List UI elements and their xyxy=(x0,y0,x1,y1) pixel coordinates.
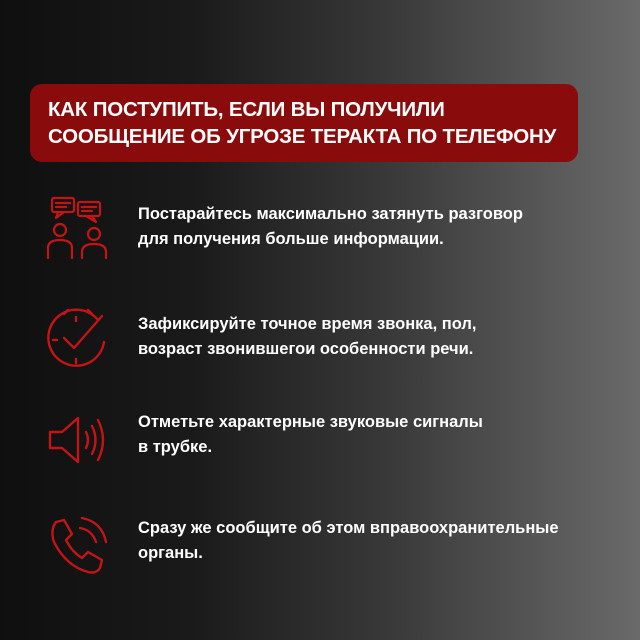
title-line-2: СООБЩЕНИЕ ОБ УГРОЗЕ ТЕРАКТА ПО ТЕЛЕФОНУ xyxy=(48,125,557,148)
title-banner xyxy=(30,84,578,162)
item-3-line-2: в трубке. xyxy=(138,438,213,456)
phone-ringing-icon xyxy=(42,510,114,582)
speaker-icon xyxy=(42,404,114,476)
item-4-line-2: органы. xyxy=(138,544,203,562)
item-1-line-1: Постарайтесь максимально затянуть разговор xyxy=(138,205,523,223)
clock-check-icon xyxy=(42,302,114,374)
conversation-icon xyxy=(42,192,114,264)
item-2-line-1: Зафиксируйте точное время звонка, пол, xyxy=(138,315,477,333)
item-4-line-1: Сразу же сообщите об этом вправоохранительные xyxy=(138,519,559,537)
item-1-line-2: для получения больше информации. xyxy=(138,230,444,248)
item-3-line-1: Отметьте характерные звуковые сигналы xyxy=(138,413,483,431)
instruction-item-1 xyxy=(38,192,618,272)
instruction-item-2 xyxy=(38,302,618,382)
title-line-1: КАК ПОСТУПИТЬ, ЕСЛИ ВЫ ПОЛУЧИЛИ xyxy=(48,98,445,121)
instruction-item-3 xyxy=(38,404,618,484)
instruction-item-4 xyxy=(38,510,618,590)
item-2-line-2: возраст звонившегои особенности речи. xyxy=(138,340,474,358)
